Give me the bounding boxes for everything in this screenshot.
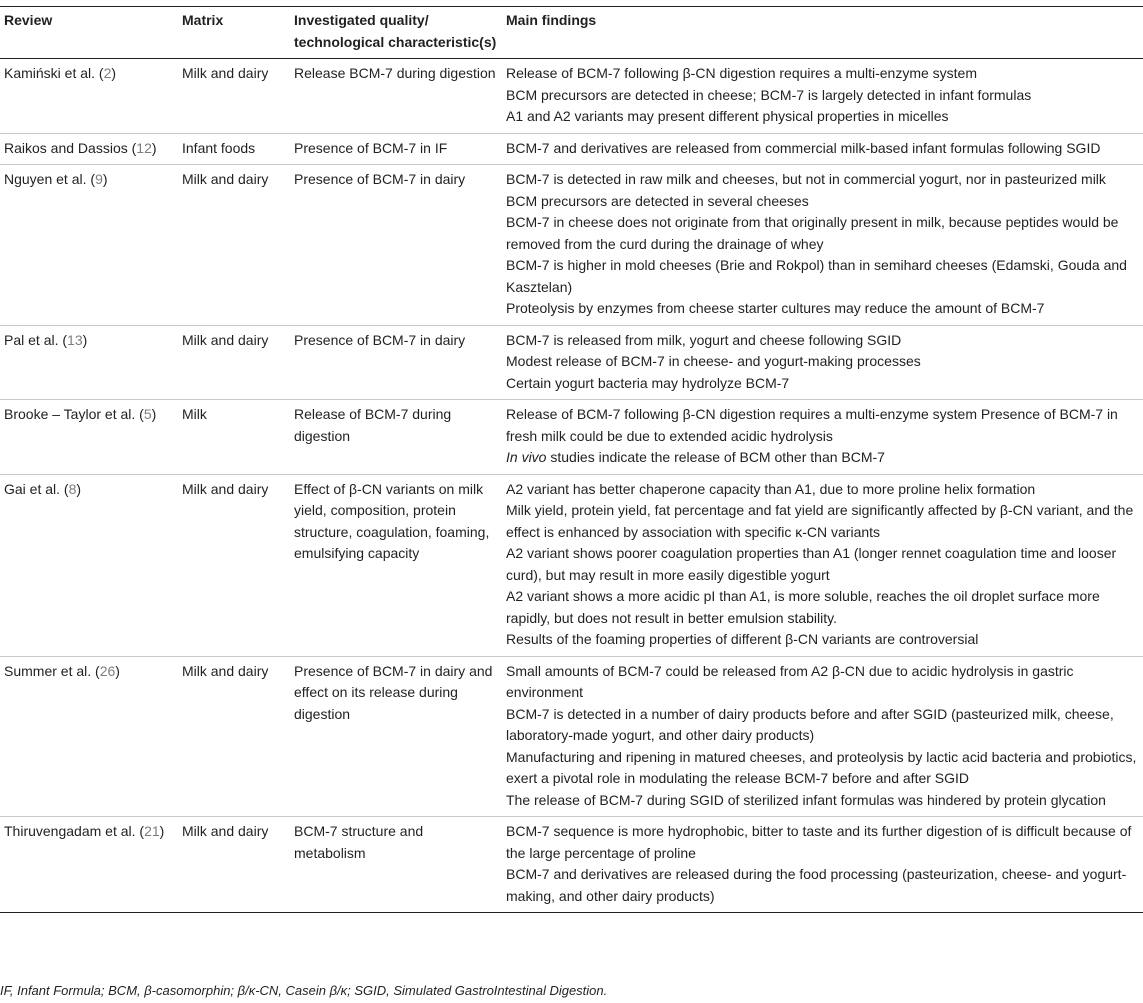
matrix-cell: Milk and dairy [178, 325, 290, 400]
review-author: Kamiński et al. [4, 65, 96, 81]
header-findings: Main findings [502, 7, 1143, 59]
matrix-cell: Milk and dairy [178, 656, 290, 817]
finding-italic-lead: In vivo [506, 449, 547, 465]
finding-item [506, 447, 1139, 469]
finding-item: A1 and A2 variants may present different physical properties in micelles [506, 108, 949, 124]
review-author: Nguyen et al. [4, 171, 87, 187]
findings-cell [502, 656, 1143, 817]
finding-item: BCM-7 in cheese does not originate from that originally present in milk, because peptides would be removed from the curd during the drainage of whey [506, 214, 1119, 252]
reference-link[interactable]: 8 [68, 480, 77, 497]
review-cell: Kamiński et al. (2) [0, 59, 178, 134]
finding-item: Manufacturing and ripening in matured cheeses, and proteolysis by lactic acid bacteria and probiotics, exert a pivotal role in modulating the release BCM-7 before and after SGID [506, 748, 1137, 786]
matrix-cell: Milk and dairy [178, 59, 290, 134]
review-author: Brooke – Taylor et al. [4, 406, 136, 422]
review-cell: Gai et al. (8) [0, 474, 178, 656]
reference-link[interactable]: 21 [144, 823, 160, 839]
finding-item: Milk yield, protein yield, fat percentage and fat yield are significantly affected by β-CN variant, and the effect is enhanced by association with specific κ-CN variants [506, 502, 1134, 540]
review-author: Thiruvengadam et al. [4, 823, 136, 839]
header-review: Review [0, 7, 178, 59]
finding-item: BCM-7 is detected in raw milk and cheeses, but not in commercial yogurt, nor in pasteurized milk [506, 171, 1106, 187]
table-row [0, 400, 1143, 475]
finding-item: The release of BCM-7 during SGID of sterilized infant formulas was hindered by protein glycation [506, 791, 1106, 808]
finding-item: Certain yogurt bacteria may hydrolyze BCM-7 [506, 374, 790, 391]
table-row [0, 325, 1143, 400]
finding-item: BCM-7 and derivatives are released during the food processing (pasteurization, cheese- and yogurt-making, and other dairy products) [506, 866, 1127, 904]
table-row [0, 817, 1143, 913]
finding-item: Results of the foaming properties of different β-CN variants are controversial [506, 631, 979, 647]
findings-cell [502, 474, 1143, 656]
table-header [0, 7, 1143, 59]
review-cell: Pal et al. (13) [0, 325, 178, 400]
matrix-cell: Milk and dairy [178, 165, 290, 326]
findings-cell [502, 59, 1143, 134]
finding-item: Small amounts of BCM-7 could be released from A2 β-CN due to acidic hydrolysis in gastric environment [506, 662, 1074, 700]
finding-item: Release of BCM-7 following β-CN digestion requires a multi-enzyme system [506, 65, 978, 81]
findings-cell [502, 400, 1143, 475]
reference-link[interactable]: 26 [99, 662, 116, 679]
finding-item: BCM precursors are detected in several cheeses [506, 192, 809, 209]
characteristic-cell: Effect of β-CN variants on milk yield, composition, protein structure, coagulation, foaming, emulsifying capacity [290, 474, 502, 656]
review-cell: Raikos and Dassios (12) [0, 133, 178, 165]
reference-link[interactable]: 5 [143, 406, 152, 422]
matrix-cell: Milk and dairy [178, 817, 290, 913]
finding-item: A2 variant shows poorer coagulation properties than A1 (longer rennet coagulation time and looser curd), but may result in more easily digestible yogurt [506, 545, 1117, 583]
review-cell: Nguyen et al. (9) [0, 165, 178, 326]
characteristic-cell: Release BCM-7 during digestion [290, 59, 502, 134]
review-author: Pal et al. [4, 331, 59, 348]
table-row [0, 474, 1143, 656]
table-row [0, 133, 1143, 165]
characteristic-cell: Presence of BCM-7 in dairy [290, 325, 502, 400]
header-characteristics: Investigated quality/ technological characteristic(s) [290, 7, 502, 59]
finding-item: Release of BCM-7 following β-CN digestion requires a multi-enzyme system Presence of BCM-7 in fresh milk could be due to extended acidic hydrolysis [506, 406, 1118, 444]
finding-item: Proteolysis by enzymes from cheese starter cultures may reduce the amount of BCM-7 [506, 300, 1045, 316]
finding-item: BCM-7 is higher in mold cheeses (Brie and Rokpol) than in semihard cheeses (Edamski, Gouda and Kasztelan) [506, 257, 1127, 295]
reference-link[interactable]: 2 [103, 65, 112, 81]
findings-cell [502, 325, 1143, 400]
table-body [0, 59, 1143, 913]
review-author: Summer et al. [4, 662, 92, 679]
review-author: Gai et al. [4, 480, 61, 497]
header-matrix: Matrix [178, 7, 290, 59]
review-author: Raikos and Dassios [4, 139, 128, 156]
finding-item: BCM-7 is released from milk, yogurt and cheese following SGID [506, 331, 902, 348]
finding-item: A2 variant shows a more acidic pI than A1, is more soluble, reaches the oil droplet surface more rapidly, but does not result in better emulsion stability. [506, 588, 1100, 626]
table-footnote: IF, Infant Formula; BCM, β-casomorphin; β/κ-CN, Casein β/κ; SGID, Simulated GastroIntestinal Digestion. [0, 983, 608, 998]
review-table [0, 6, 1143, 913]
matrix-cell: Milk and dairy [178, 474, 290, 656]
finding-item: Modest release of BCM-7 in cheese- and yogurt-making processes [506, 353, 921, 369]
characteristic-cell: Presence of BCM-7 in dairy [290, 165, 502, 326]
review-cell: Summer et al. (26) [0, 656, 178, 817]
characteristic-cell: Release of BCM-7 during digestion [290, 400, 502, 475]
table-row [0, 165, 1143, 326]
reference-link[interactable]: 12 [136, 139, 152, 156]
review-cell: Brooke – Taylor et al. (5) [0, 400, 178, 475]
finding-italic-rest: studies indicate the release of BCM other than BCM-7 [546, 449, 885, 465]
table-row [0, 59, 1143, 134]
reference-link[interactable]: 13 [67, 331, 83, 348]
matrix-cell: Infant foods [178, 133, 290, 165]
finding-item: A2 variant has better chaperone capacity than A1, due to more proline helix formation [506, 480, 1036, 497]
findings-cell [502, 165, 1143, 326]
review-cell: Thiruvengadam et al. (21) [0, 817, 178, 913]
finding-item: BCM-7 sequence is more hydrophobic, bitter to taste and its further digestion of is difficult because of the large percentage of proline [506, 823, 1132, 861]
finding-item: BCM-7 is detected in a number of dairy products before and after SGID (pasteurized milk, cheese, laboratory-made yogurt, and other dairy products) [506, 705, 1114, 743]
findings-cell [502, 817, 1143, 913]
findings-cell [502, 133, 1143, 165]
reference-link[interactable]: 9 [95, 171, 103, 187]
table-row [0, 656, 1143, 817]
matrix-cell: Milk [178, 400, 290, 475]
finding-item: BCM precursors are detected in cheese; BCM-7 is largely detected in infant formulas [506, 86, 1032, 103]
characteristic-cell: BCM-7 structure and metabolism [290, 817, 502, 913]
finding-item: BCM-7 and derivatives are released from commercial milk-based infant formulas following SGID [506, 139, 1101, 156]
characteristic-cell: Presence of BCM-7 in dairy and effect on its release during digestion [290, 656, 502, 817]
characteristic-cell: Presence of BCM-7 in IF [290, 133, 502, 165]
